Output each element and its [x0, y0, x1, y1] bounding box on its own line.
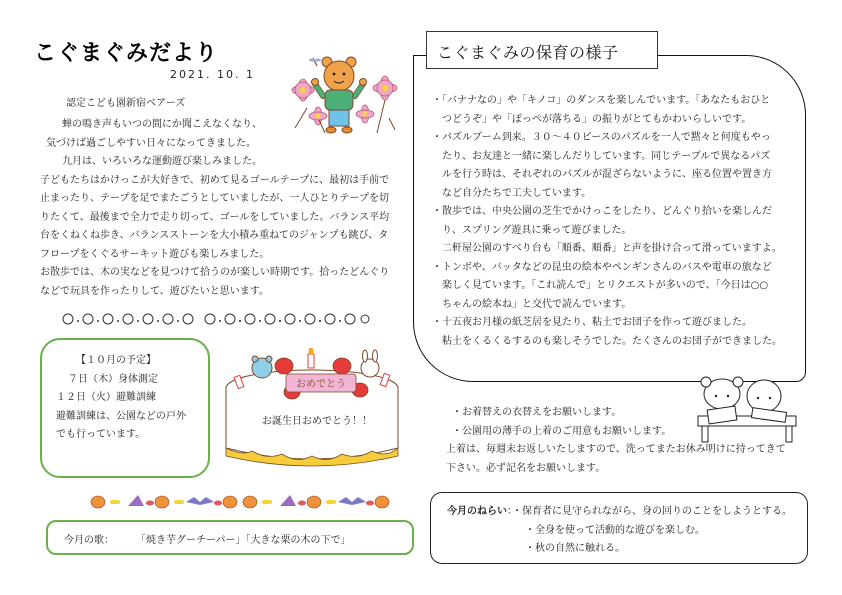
monthly-song-box: [46, 520, 414, 555]
newsletter-title: こぐまぐみだより: [34, 41, 219, 66]
intro-line: 台をくねくね歩き、バランスストーンを大小積み重ねてのジャンプも跳び、タ: [40, 230, 389, 241]
activity-line: ちゃんの絵本ね」と交代で読んでいます。: [442, 298, 632, 310]
issue-date: 2021. 10. 1: [170, 68, 255, 81]
monthly-aims-box: 今月のねらい：・保育者に見守られながら、身の回りのことをしようとする。 ・全身を使って活動的な遊びを楽しむ。 ・秋の自然に触れる。: [430, 492, 808, 564]
activity-line: たり、お友達と一緒に楽しんだりしています。同じテーブルで異なるパズ: [442, 150, 771, 162]
intro-line: 九月は、いろいろな運動遊び楽しみました。: [62, 156, 262, 167]
intro-line: 蝉の鳴き声もいつの間にか聞こえなくなり、: [62, 119, 262, 130]
halloween-border-decoration: [90, 493, 390, 509]
aims-item: ・保育者に見守られながら、身の回りのことをしようとする。: [512, 506, 792, 517]
activity-line: ・散歩では、中央公園の芝生でかけっこをしたり、どんぐり拾いを楽しんだ: [432, 206, 772, 217]
activity-line: ・「バナナなの」や「キノコ」のダンスを楽しんでいます。「あなたもおひと: [432, 95, 771, 106]
intro-line: フロープをくぐるサーキット遊びも楽しみました。: [40, 248, 270, 260]
activity-line: ・パズルブーム到来。３０～４０ピースのパズルを一人で黙々と何度もやっ: [432, 132, 771, 143]
schedule-item: でも行っています。: [56, 429, 146, 440]
notice-line: 下さい。必ず記名をお願いします。: [446, 462, 606, 474]
aims-label: 今月のねらい: [447, 506, 507, 517]
bat-icon: [186, 497, 366, 505]
activity-line: 楽しく見ています。「これ読んで」とリクエストが多いので、「今日は○○: [442, 280, 769, 291]
activity-line: ルを行う時は、それぞれのパズルが混ざらないように、座る位置や置き方: [442, 169, 772, 180]
aims-item: ・秋の自然に触れる。: [525, 543, 625, 554]
intro-line: お散歩では、木の実などを見つけて拾うのが楽しい時期です。拾ったどんぐり: [40, 267, 390, 278]
aims-item: ・全身を使って活動的な遊びを楽しむ。: [525, 524, 705, 536]
birthday-cake-illustration: [222, 348, 402, 468]
intro-line: りたくて、最後まで全力で走り切って、ゴールをしていました。バランス平均: [40, 211, 390, 223]
activity-line: 粘土をくるくるするのも楽しそうでした。たくさんのお団子ができました。: [442, 335, 782, 347]
birthday-message: お誕生日おめでとう！！: [262, 416, 372, 427]
parent-notices: [446, 404, 786, 478]
activities-text: [432, 92, 782, 351]
schedule-item: １２日（火）避難訓練: [56, 392, 156, 403]
intro-paragraph: [40, 116, 389, 301]
notice-line: 上着は、毎週末お返しいたしますので、洗ってまたお休み明けに持ってきて: [446, 444, 786, 455]
flower-icon: [292, 79, 315, 102]
intro-line: 止まったり、テープを足でまたごうとしていましたが、一人ひとりテープを切: [40, 193, 389, 204]
notice-line: ・お着替えの衣替えをお願いします。: [452, 407, 622, 418]
schedule-heading: 【１０月の予定】: [76, 355, 156, 366]
teddy-bear-icon: [252, 356, 272, 378]
activity-line: 二軒屋公園のすべり台も「順番、順番」と声を掛け合って滑っていますよ。: [442, 243, 782, 254]
activity-line: など自分たちで工夫しています。: [442, 187, 592, 199]
notice-line: ・公園用の薄手の上着のご用意もお願いします。: [452, 425, 672, 437]
intro-line: 子どもたちはかけっこが大好きで、初めて見るゴールテープに、最初は手前で: [40, 174, 390, 186]
october-schedule-box: [40, 338, 210, 478]
schedule-item: 避難訓練は、公園などの戸外: [56, 410, 186, 422]
activity-line: ・十五夜お月様の紙芝居を見たり、粘土でお団子を作って遊びました。: [432, 317, 752, 328]
bunny-icon: [361, 350, 379, 377]
acorn-border-decoration: [60, 310, 370, 326]
intro-line: 気づけば過ごしやすい日々になってきました。: [46, 137, 256, 149]
intro-line: などで玩具を作ったりして、遊びたいと思います。: [40, 285, 269, 297]
activities-title: こぐまぐみの保育の様子: [426, 31, 658, 69]
activity-line: つどうぞ」や「ぽっぺが落ちる」の振りがとてもかわいらしいです。: [442, 113, 752, 125]
schedule-item: ７日（木）身体測定: [68, 373, 158, 385]
dragonfly-icon: [309, 58, 321, 66]
svg-text:おめでとう: おめでとう: [296, 379, 346, 390]
song-titles: 「焼き芋グーチーパー」「大きな栗の木の下で」: [136, 535, 351, 546]
activity-line: り、スプリング遊具に乗って遊びました。: [442, 224, 632, 236]
song-label: 今月の歌：: [64, 535, 114, 546]
school-name: 認定こども園新宿ベアーズ: [66, 98, 186, 109]
activity-line: ・トンボや、バッタなどの昆虫の絵本やペンギンさんのバスや電車の旅など: [432, 261, 772, 273]
